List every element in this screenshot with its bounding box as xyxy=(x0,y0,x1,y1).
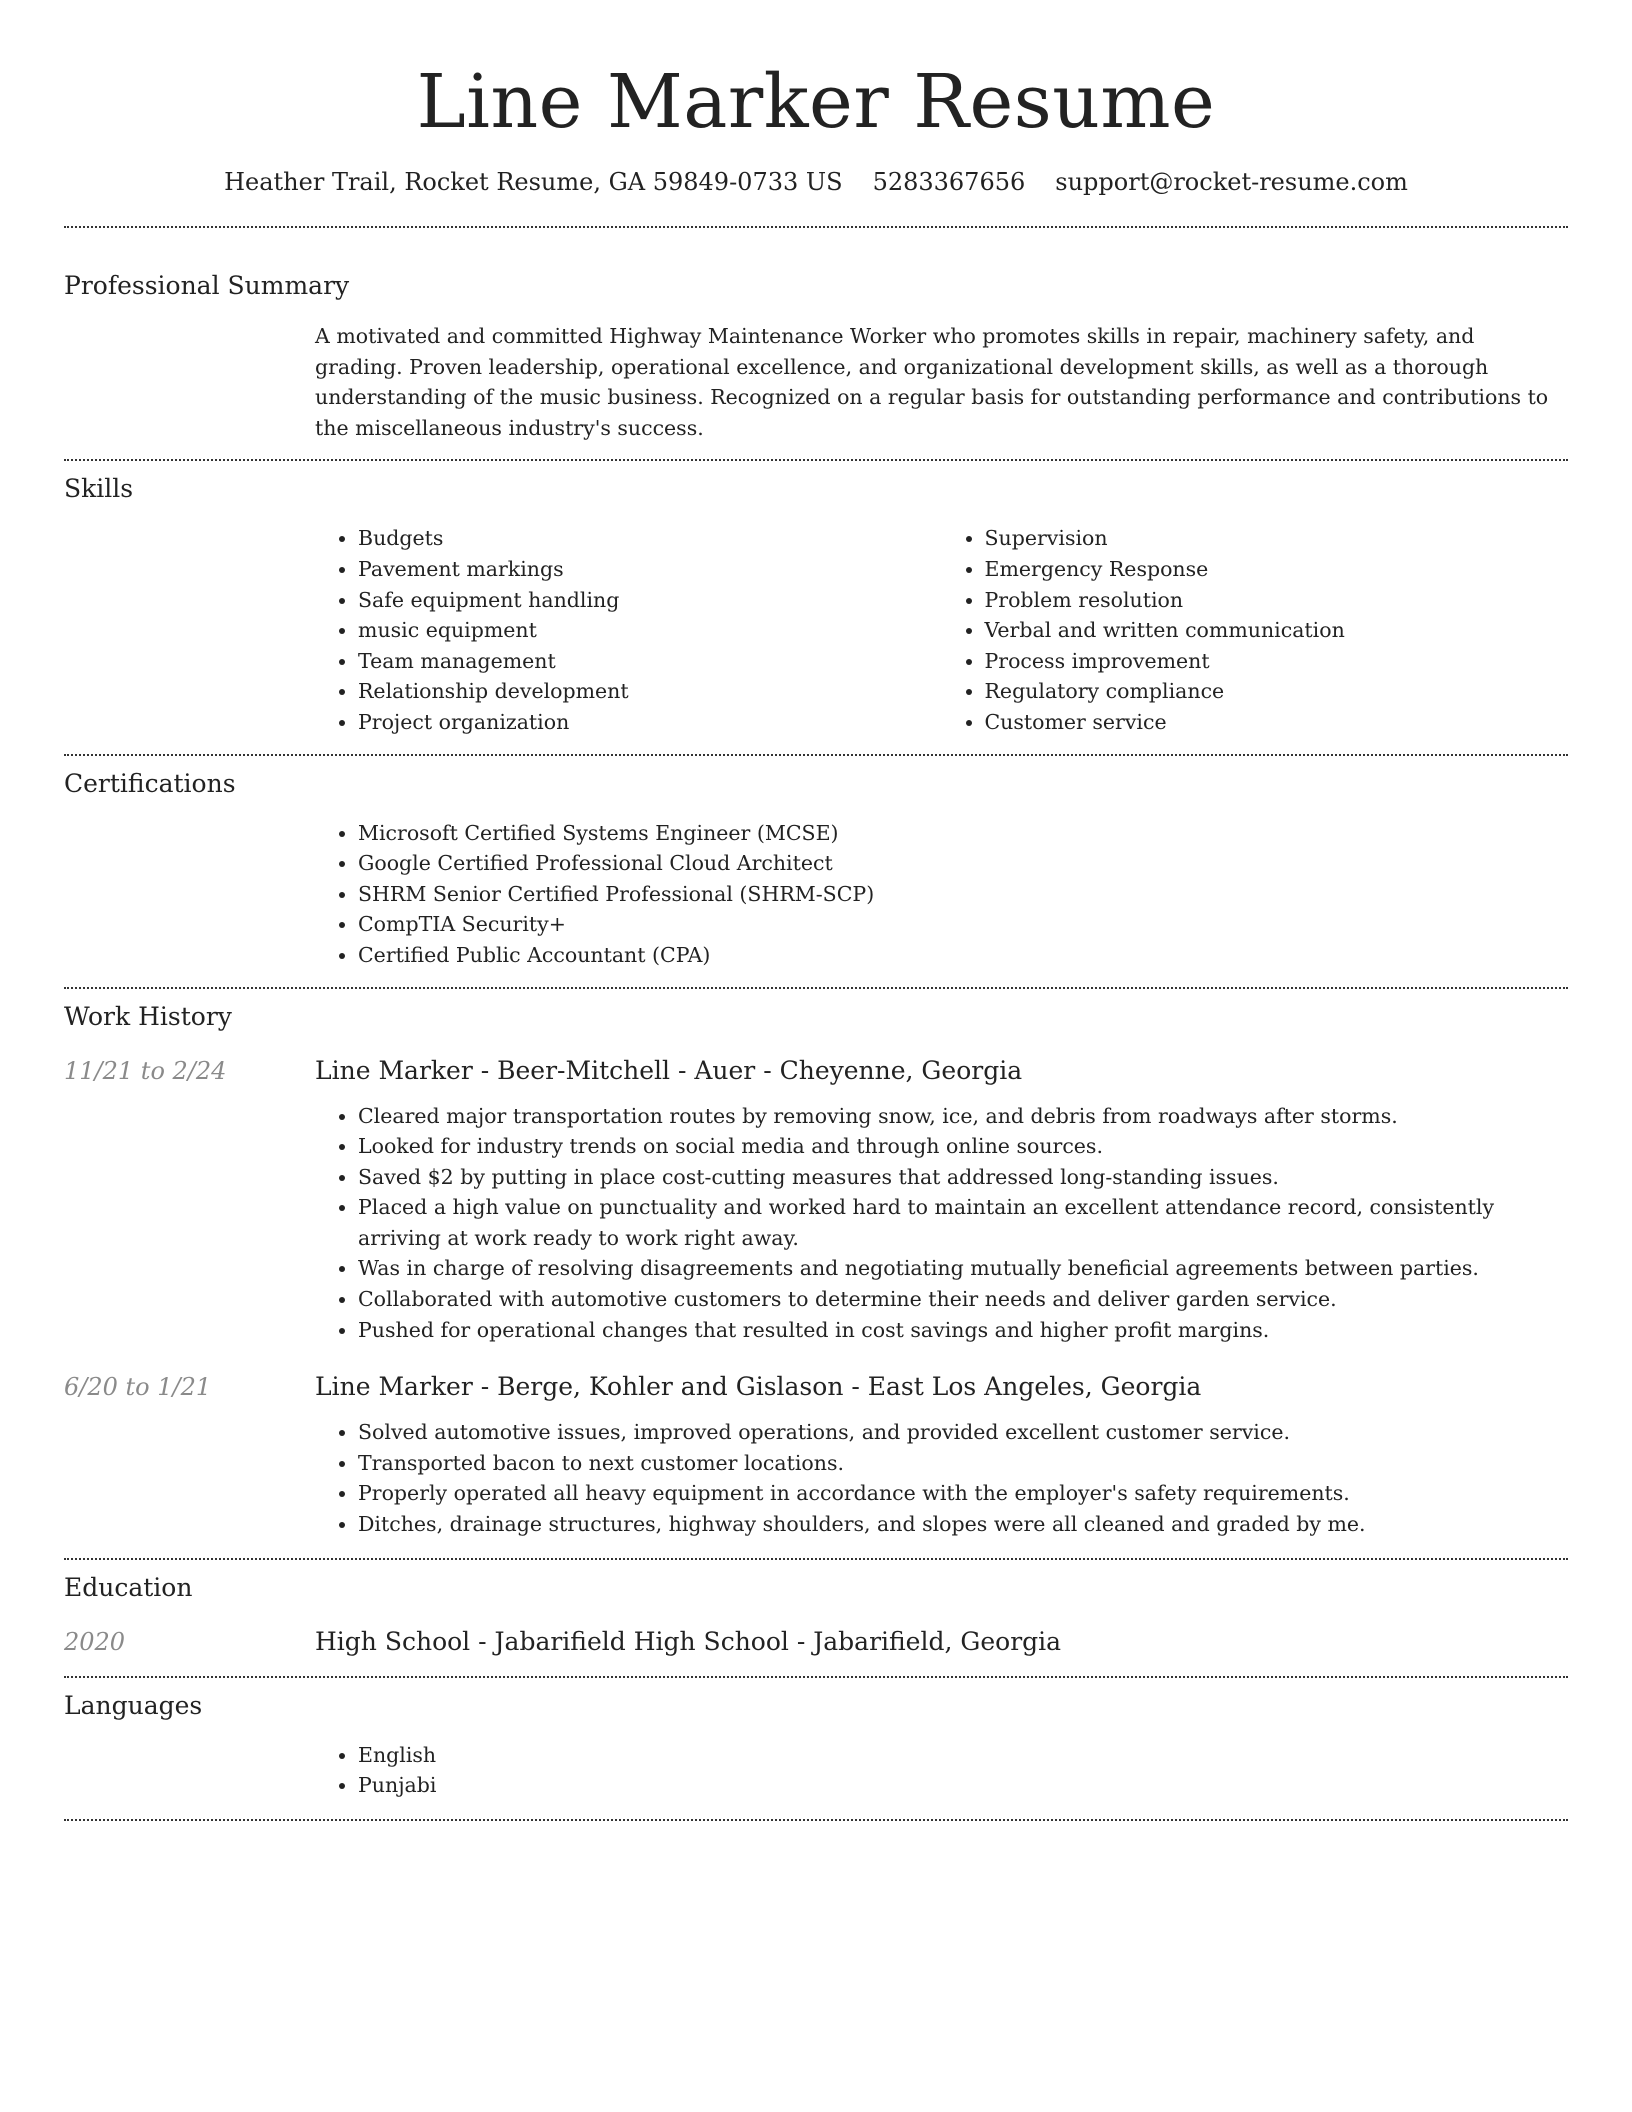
list-item: • Budgets xyxy=(358,523,942,554)
list-item: • English xyxy=(358,1740,1568,1771)
education-section-title: Education xyxy=(64,1572,193,1602)
job-entry xyxy=(64,1369,1568,1539)
languages-list xyxy=(315,1740,1568,1801)
list-item: • Solved automotive issues, improved operations, and provided excellent customer service. xyxy=(358,1417,1568,1448)
skills-list-left xyxy=(315,523,942,737)
list-item: • CompTIA Security+ xyxy=(358,909,1568,940)
resume-title: Line Marker Resume xyxy=(416,59,1216,145)
education-date: 2020 xyxy=(64,1627,126,1656)
contact-phone: 5283367656 xyxy=(872,168,1026,196)
summary-section-title: Professional Summary xyxy=(64,271,350,300)
divider xyxy=(64,987,1568,989)
list-item: • Problem resolution xyxy=(985,585,1569,616)
summary-text: A motivated and committed Highway Maintenance Worker who promotes skills in repair, machinery safety, and grading. Proven leadership, operational excellence, and organizational development skills, as well as a thorough understanding of the music business. Recognized on a regular basis for outstanding performance and contributions to the miscellaneous industry's success. xyxy=(315,324,1549,440)
list-item: • Collaborated with automotive customers to determine their needs and deliver garden service. xyxy=(358,1284,1568,1315)
list-item: • Properly operated all heavy equipment in accordance with the employer's safety requirements. xyxy=(358,1478,1568,1509)
list-item: • music equipment xyxy=(358,615,942,646)
list-item: • Verbal and written communication xyxy=(985,615,1569,646)
divider xyxy=(64,1676,1568,1678)
divider xyxy=(64,459,1568,461)
job-header xyxy=(64,1053,1568,1089)
languages-section-title: Languages xyxy=(64,1690,203,1720)
education-heading: High School - Jabarifield High School - Jabarifield, Georgia xyxy=(315,1626,1062,1656)
divider xyxy=(64,754,1568,756)
job-bullets xyxy=(315,1417,1568,1539)
languages-section xyxy=(64,1688,1568,1801)
skills-section xyxy=(64,471,1568,737)
skills-section-title: Skills xyxy=(64,474,134,504)
resume-page xyxy=(64,0,1568,1821)
divider xyxy=(64,1819,1568,1821)
list-item: • Cleared major transportation routes by removing snow, ice, and debris from roadways after storms. xyxy=(358,1101,1568,1132)
certifications-section-title: Certifications xyxy=(64,768,236,798)
list-item: • Pushed for operational changes that resulted in cost savings and higher profit margins. xyxy=(358,1315,1568,1346)
contact-address: Heather Trail, Rocket Resume, GA 59849-0733 US xyxy=(224,168,843,196)
list-item: • Certified Public Accountant (CPA) xyxy=(358,940,1568,971)
list-item: • Punjabi xyxy=(358,1770,1568,1801)
list-item: • Supervision xyxy=(985,523,1569,554)
list-item: • Transported bacon to next customer locations. xyxy=(358,1448,1568,1479)
skills-list-right xyxy=(942,523,1569,737)
contact-line xyxy=(64,165,1568,199)
list-item: • Looked for industry trends on social media and through online sources. xyxy=(358,1131,1568,1162)
list-item: • Emergency Response xyxy=(985,554,1569,585)
job-heading: Line Marker - Berge, Kohler and Gislason - East Los Angeles, Georgia xyxy=(315,1372,1202,1402)
education-section xyxy=(64,1570,1568,1660)
list-item: • Regulatory compliance xyxy=(985,676,1569,707)
job-heading: Line Marker - Beer-Mitchell - Auer - Cheyenne, Georgia xyxy=(315,1055,1023,1085)
list-item: • Safe equipment handling xyxy=(358,585,942,616)
job-details xyxy=(315,1101,1568,1346)
certifications-section xyxy=(64,766,1568,971)
work-history-section xyxy=(64,999,1568,1540)
job-details xyxy=(315,1417,1568,1539)
work-history-section-title: Work History xyxy=(64,1001,232,1031)
summary-section xyxy=(64,268,1568,443)
divider xyxy=(64,226,1568,228)
certifications-list xyxy=(315,818,1568,971)
skills-content xyxy=(315,523,1568,737)
job-date: 11/21 to 2/24 xyxy=(64,1056,227,1085)
list-item: • Placed a high value on punctuality and worked hard to maintain an excellent attendance record, consistently arriving at work ready to work right away. xyxy=(358,1192,1568,1253)
list-item: • Project organization xyxy=(358,707,942,738)
list-item: • Process improvement xyxy=(985,646,1569,677)
list-item: • Customer service xyxy=(985,707,1569,738)
divider xyxy=(64,1558,1568,1560)
contact-email: support@rocket-resume.com xyxy=(1055,168,1408,196)
list-item: • Microsoft Certified Systems Engineer (MCSE) xyxy=(358,818,1568,849)
summary-content xyxy=(315,321,1568,443)
languages-content xyxy=(315,1740,1568,1801)
certifications-content xyxy=(315,818,1568,971)
list-item: • Was in charge of resolving disagreements and negotiating mutually beneficial agreements between parties. xyxy=(358,1253,1568,1284)
list-item: • SHRM Senior Certified Professional (SHRM-SCP) xyxy=(358,879,1568,910)
list-item: • Team management xyxy=(358,646,942,677)
job-header xyxy=(64,1369,1568,1405)
job-date: 6/20 to 1/21 xyxy=(64,1373,212,1402)
list-item: • Ditches, drainage structures, highway shoulders, and slopes were all cleaned and graded by me. xyxy=(358,1509,1568,1540)
list-item: • Relationship development xyxy=(358,676,942,707)
job-bullets xyxy=(315,1101,1568,1346)
education-entry xyxy=(64,1624,1568,1660)
list-item: • Pavement markings xyxy=(358,554,942,585)
list-item: • Google Certified Professional Cloud Architect xyxy=(358,848,1568,879)
job-entry xyxy=(64,1053,1568,1346)
list-item: • Saved $2 by putting in place cost-cutting measures that addressed long-standing issues. xyxy=(358,1162,1568,1193)
